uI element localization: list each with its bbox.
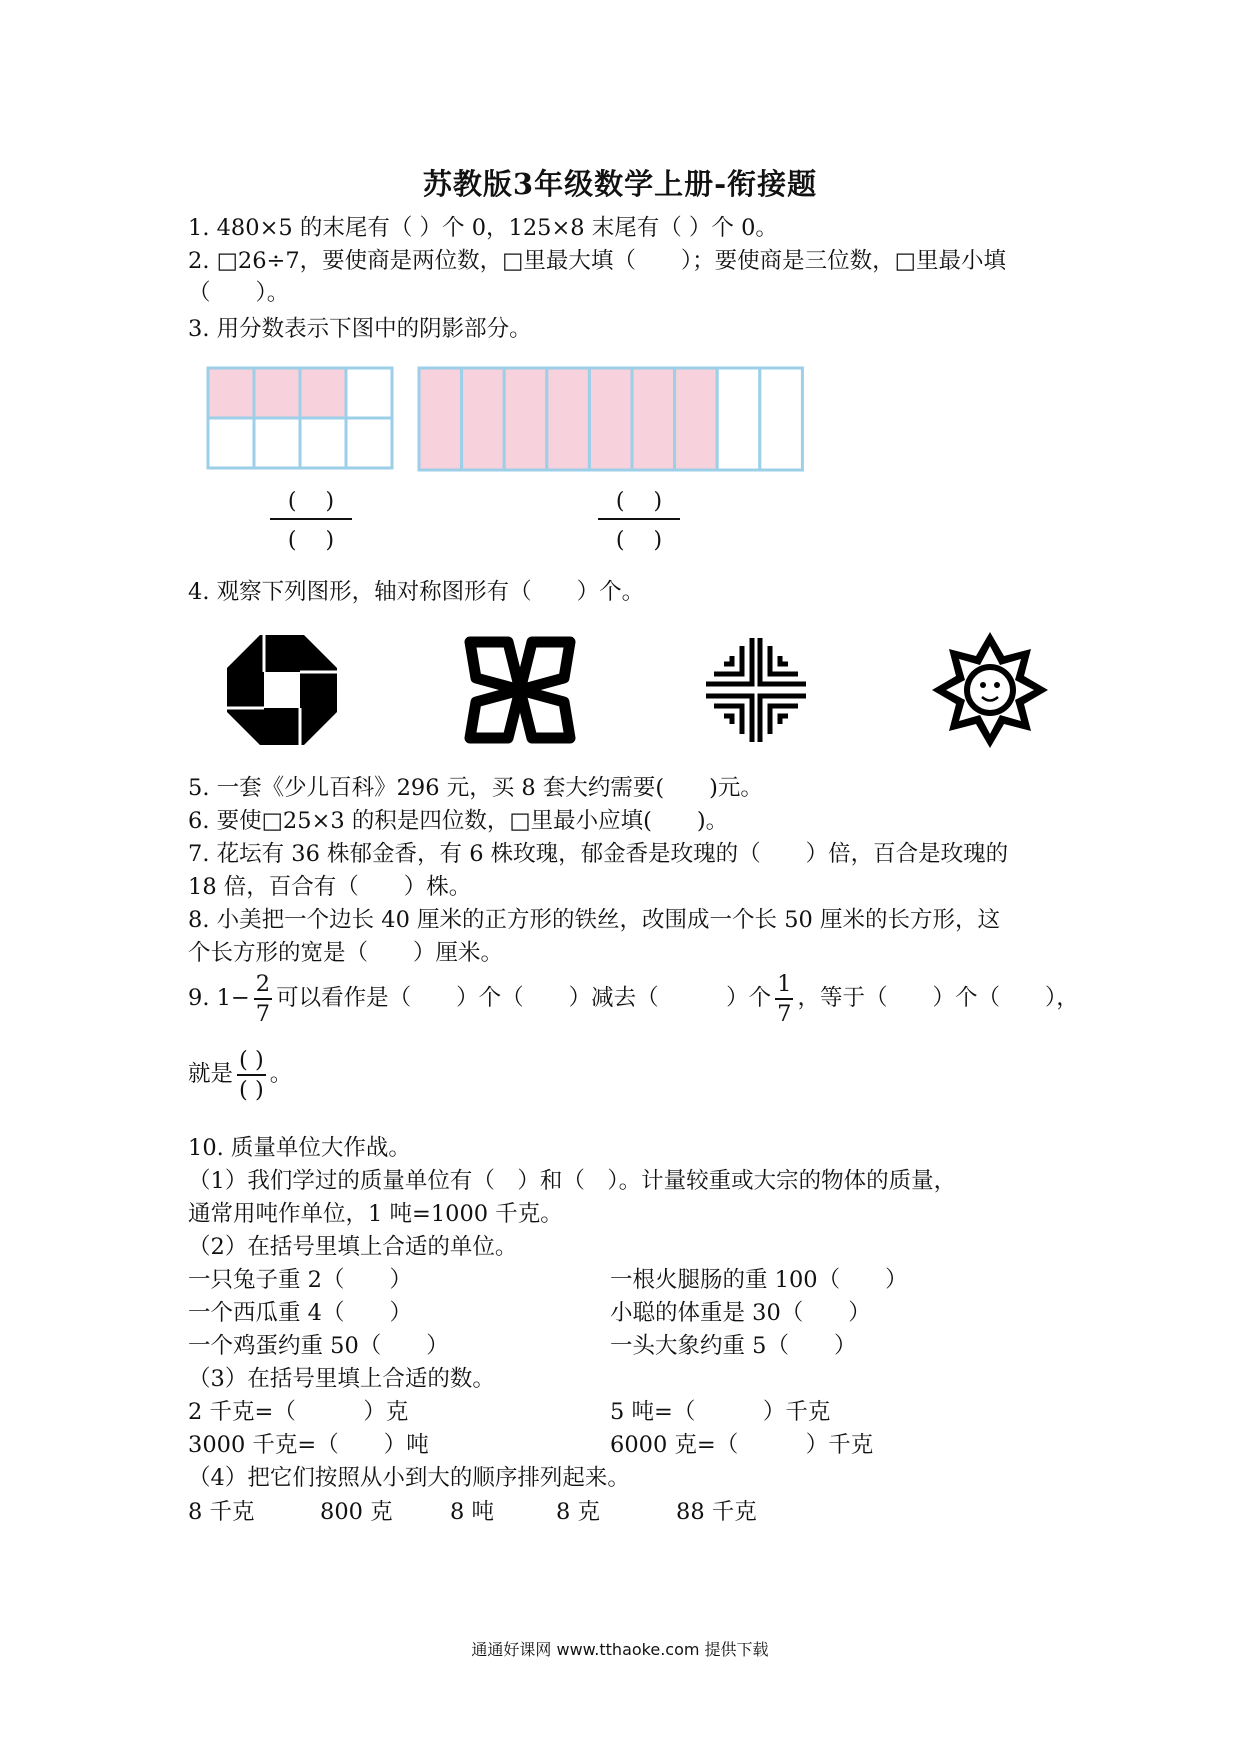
- question-10-4: （4）把它们按照从小到大的顺序排列起来。: [188, 1465, 630, 1491]
- cross-lines-figure: [706, 638, 806, 742]
- shaded-strip: [419, 368, 462, 470]
- fraction-figure-grid: [206, 366, 398, 474]
- q9-text: 。: [269, 1061, 293, 1087]
- numerator: ( ): [237, 1046, 266, 1076]
- conversion-item: 3000 千克=（ ）吨: [188, 1432, 429, 1458]
- order-item: 800 克: [320, 1499, 393, 1525]
- fraction-bar: [270, 518, 352, 520]
- shaded-cell: [254, 368, 300, 418]
- unit-item: 一根火腿肠的重 100（ ）: [610, 1267, 908, 1293]
- grid-cell: [254, 418, 300, 468]
- shaded-cell: [208, 368, 254, 418]
- fraction-bar: [598, 518, 680, 520]
- question-4: 4. 观察下列图形，轴对称图形有（ ）个。: [188, 579, 645, 605]
- question-2-line1: 2. □26÷7，要使商是两位数，□里最大填（ ）；要使商是三位数，□里最小填: [188, 248, 1006, 274]
- grid-cell: [300, 418, 346, 468]
- footer-source: 通通好课网 www.tthaoke.com 提供下载: [471, 1640, 769, 1659]
- denominator: ( ): [239, 1077, 264, 1103]
- q9-text: ，等于（ ）个（ ），: [797, 985, 1079, 1011]
- question-3: 3. 用分数表示下图中的阴影部分。: [188, 316, 532, 342]
- q9-text: 可以看作是（ ）个（ ）减去（ ）个: [276, 985, 772, 1011]
- shaded-cell: [300, 368, 346, 418]
- question-10-3: （3）在括号里填上合适的数。: [188, 1366, 495, 1392]
- order-item: 8 克: [556, 1499, 600, 1525]
- unit-item: 小聪的体重是 30（ ）: [610, 1300, 871, 1326]
- pinwheel-octagon-figure: [227, 635, 337, 745]
- unit-item: 一只兔子重 2（ ）: [188, 1267, 412, 1293]
- unit-item: 一个鸡蛋约重 50（ ）: [188, 1333, 449, 1359]
- numerator: 1: [775, 970, 793, 1000]
- q9-text: 9. 1−: [188, 985, 250, 1011]
- shaded-strip: [675, 368, 718, 470]
- strip-cell: [717, 368, 760, 470]
- conversion-item: 6000 克=（ ）千克: [610, 1432, 874, 1458]
- strip-cell: [760, 368, 803, 470]
- q9-text: 就是: [188, 1061, 234, 1087]
- shaded-strip: [462, 368, 505, 470]
- grid-cell: [346, 418, 392, 468]
- unit-item: 一头大象约重 5（ ）: [610, 1333, 857, 1359]
- fraction-answer-1: [270, 484, 352, 554]
- order-item: 8 吨: [450, 1499, 494, 1525]
- question-9-line1: [188, 970, 1079, 1028]
- question-10-1-line1: （1）我们学过的质量单位有（ ）和（ ）。计量较重或大宗的物体的质量，: [188, 1168, 957, 1194]
- question-7-line1: 7. 花坛有 36 株郁金香，有 6 株玫瑰，郁金香是玫瑰的（ ）倍，百合是玫瑰的: [188, 841, 1009, 867]
- question-2-line2: （ ）。: [188, 280, 290, 306]
- question-5: 5. 一套《少儿百科》296 元，买 8 套大约需要( )元。: [188, 775, 763, 801]
- shaded-strip: [589, 368, 632, 470]
- order-item: 8 千克: [188, 1499, 255, 1525]
- denominator-blank: ( ): [615, 528, 663, 553]
- denominator: 7: [255, 1001, 271, 1027]
- fraction-2-7: [254, 970, 272, 1028]
- denominator: 7: [777, 1001, 792, 1027]
- shaded-strip: [632, 368, 675, 470]
- numerator-blank: ( ): [287, 489, 335, 514]
- numerator-blank: ( ): [615, 489, 663, 514]
- shaded-strip: [504, 368, 547, 470]
- fraction-1-7: [775, 970, 793, 1028]
- sun-star-figure: [932, 632, 1048, 748]
- question-8-line1: 8. 小美把一个边长 40 厘米的正方形的铁丝，改围成一个长 50 厘米的长方形，这: [188, 907, 1000, 933]
- question-6: 6. 要使□25×3 的积是四位数，□里最小应填( )。: [188, 808, 729, 834]
- unit-item: 一个西瓜重 4（ ）: [188, 1300, 412, 1326]
- question-7-line2: 18 倍，百合有（ ）株。: [188, 874, 472, 900]
- conversion-item: 2 千克=（ ）克: [188, 1399, 409, 1425]
- question-10-2: （2）在括号里填上合适的单位。: [188, 1234, 518, 1260]
- question-10-1-line2: 通常用吨作单位，1 吨=1000 千克。: [188, 1201, 563, 1227]
- four-petal-figure: [470, 642, 570, 738]
- denominator-blank: ( ): [287, 528, 335, 553]
- conversion-item: 5 吨=（ ）千克: [610, 1399, 831, 1425]
- fraction-answer-2: [598, 484, 680, 554]
- order-item: 88 千克: [676, 1499, 757, 1525]
- question-1: 1. 480×5 的末尾有（ ）个 0，125×8 末尾有（ ）个 0。: [188, 215, 778, 241]
- fraction-blank: [237, 1046, 266, 1104]
- shaded-strip: [547, 368, 590, 470]
- question-10: 10. 质量单位大作战。: [188, 1135, 411, 1161]
- page-title: 苏教版3年级数学上册-衔接题: [422, 167, 818, 201]
- grid-cell: [208, 418, 254, 468]
- grid-cell: [346, 368, 392, 418]
- question-8-line2: 个长方形的宽是（ ）厘米。: [188, 940, 504, 966]
- numerator: 2: [254, 970, 272, 1000]
- question-9-line2: [188, 1046, 292, 1104]
- fraction-figure-strips: [417, 366, 807, 474]
- symmetry-figures: [200, 628, 1060, 753]
